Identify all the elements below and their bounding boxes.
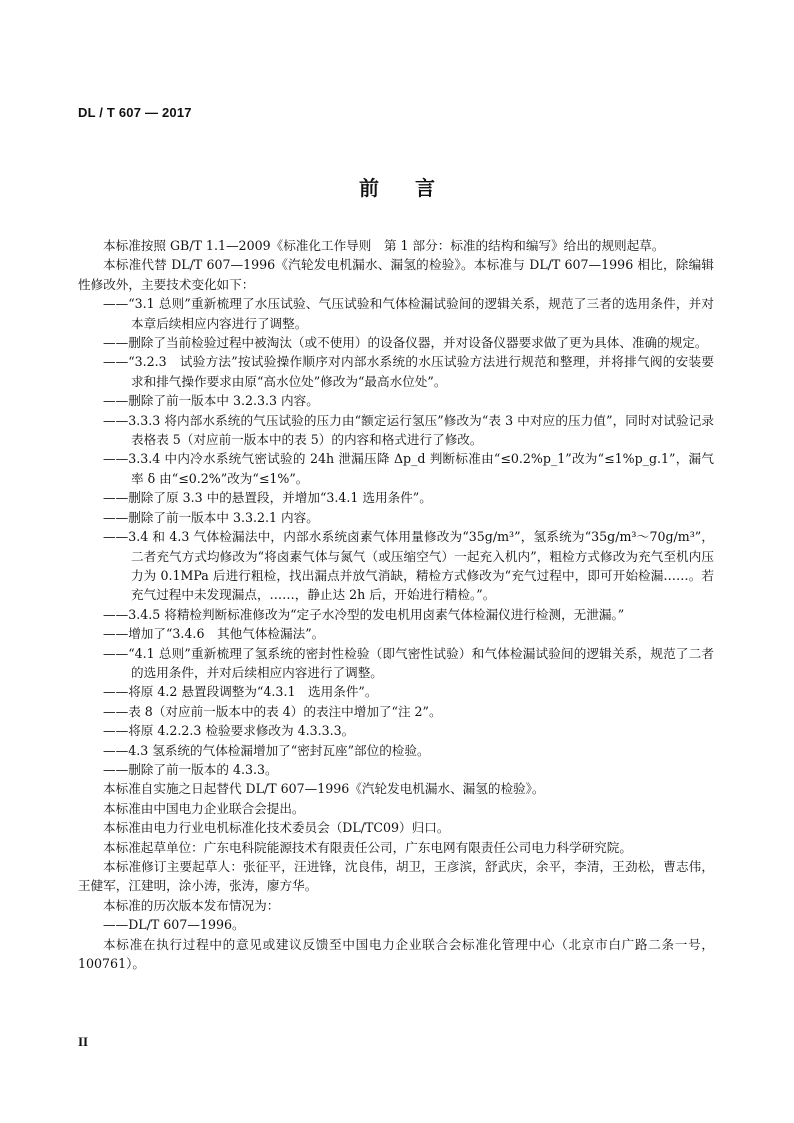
change-item: ——表 8（对应前一版本中的表 4）的表注中增加了“注 2”。 bbox=[103, 703, 442, 719]
change-item: ——“3.2.3 试验方法”按试验操作顺序对内部水系统的水压试验方法进行规范和整理，并将排气阀的安装要求和排气操作要求由原“高水位处”修改为“最高水位处”。 bbox=[103, 354, 714, 389]
change-item: ——增加了“3.4.6 其他气体检漏法”。 bbox=[103, 626, 325, 642]
page-title: 前言 bbox=[359, 176, 471, 200]
change-item: ——将原 4.2.2.3 检验要求修改为 4.3.3.3。 bbox=[103, 723, 355, 739]
page-number: II bbox=[78, 1034, 89, 1049]
change-item: ——3.3.3 将内部水系统的气压试验的压力由“额定运行氢压”修改为“表 3 中对应的压力值”，同时对试验记录表格表 5（对应前一版本中的表 5）的内容和格式进行了修改。 bbox=[103, 412, 714, 448]
change-item: ——3.4 和 4.3 气体检漏法中，内部水系统卤素气体用量修改为“35g/m³”，氢系统为“35g/m³～70g/m³”，二者充气方式均修改为“将卤素气体与氮气（或压缩空气）一起充入机内”，粗检方式修改为充气至机内压力为 0.1MPa 后进行粗检，找出漏点并放气消缺，精检方式修改为“充气过程中，即可开始检漏……。若充气过程中未发现漏点，……，静止达 2h 后，开始进行精检。”。 bbox=[103, 529, 714, 603]
closing-paragraph: 本标准自实施之日起替代 DL/T 607—1996《汽轮发电机漏水、漏氢的检验》。 bbox=[103, 781, 545, 797]
history-item: ——DL/T 607—1996。 bbox=[103, 917, 245, 933]
foreword-body bbox=[78, 236, 714, 973]
closing-paragraph: 本标准由中国电力企业联合会提出。 bbox=[103, 800, 305, 816]
standard-code: DL / T 607 — 2017 bbox=[78, 105, 192, 120]
change-item: ——删除了前一版本中 3.3.2.1 内容。 bbox=[103, 509, 319, 525]
closing-paragraph: 本标准修订主要起草人：张征平，汪进锋，沈良伟，胡卫，王彦滨，舒武庆，余平，李清，王劲松，曹志伟，王健军，江建明，涂小涛，张涛，廖方华。 bbox=[78, 859, 714, 894]
change-item: ——“3.1 总则”重新梳理了水压试验、气压试验和气体检漏试验间的逻辑关系，规范了三者的选用条件，并对本章后续相应内容进行了调整。 bbox=[103, 296, 714, 331]
change-item: ——删除了原 3.3 中的悬置段，并增加“3.4.1 选用条件”。 bbox=[103, 490, 432, 506]
closing-paragraph: 本标准由电力行业电机标准化技术委员会（DL/TC09）归口。 bbox=[103, 820, 450, 836]
closing-paragraph: 本标准的历次版本发布情况为： bbox=[103, 897, 280, 913]
intro-paragraph: 本标准代替 DL/T 607—1996《汽轮发电机漏水、漏氢的检验》。本标准与 DL/T 607—1996 相比，除编辑性修改外，主要技术变化如下： bbox=[78, 257, 714, 292]
change-item: ——将原 4.2 悬置段调整为“4.3.1 选用条件”。 bbox=[103, 684, 378, 700]
change-item: ——删除了前一版本的 4.3.3。 bbox=[103, 761, 278, 777]
change-item: ——3.3.4 中内冷水系统气密试验的 24h 泄漏压降 Δp_d 判断标准由“≤0.2%p_1”改为“≤1%p_g.1”，漏气率 δ 由“≤0.2%”改为“≤1%”。 bbox=[103, 451, 714, 486]
change-item: ——3.4.5 将精检判断标准修改为“定子水冷型的发电机用卤素气体检漏仪进行检测，无泄漏。” bbox=[103, 606, 625, 622]
change-item: ——“4.1 总则”重新梳理了氢系统的密封性检验（即气密性试验）和气体检漏试验间的逻辑关系，规范了二者的选用条件，并对后续相应内容进行了调整。 bbox=[103, 645, 714, 680]
change-item: ——删除了当前检验过程中被淘汰（或不使用）的设备仪器，并对设备仪器要求做了更为具体、准确的规定。 bbox=[103, 335, 708, 351]
intro-paragraph: 本标准按照 GB/T 1.1—2009《标准化工作导则 第 1 部分：标准的结构和编写》给出的规则起草。 bbox=[103, 238, 665, 253]
feedback-paragraph: 本标准在执行过程中的意见或建议反馈至中国电力企业联合会标准化管理中心（北京市白广路二条一号，100761）。 bbox=[78, 936, 714, 972]
closing-paragraph: 本标准起草单位：广东电科院能源技术有限责任公司，广东电网有限责任公司电力科学研究院。 bbox=[103, 839, 632, 855]
change-item: ——删除了前一版本中 3.2.3.3 内容。 bbox=[103, 393, 319, 409]
change-item: ——4.3 氢系统的气体检漏增加了“密封瓦座”部位的检验。 bbox=[103, 742, 430, 758]
